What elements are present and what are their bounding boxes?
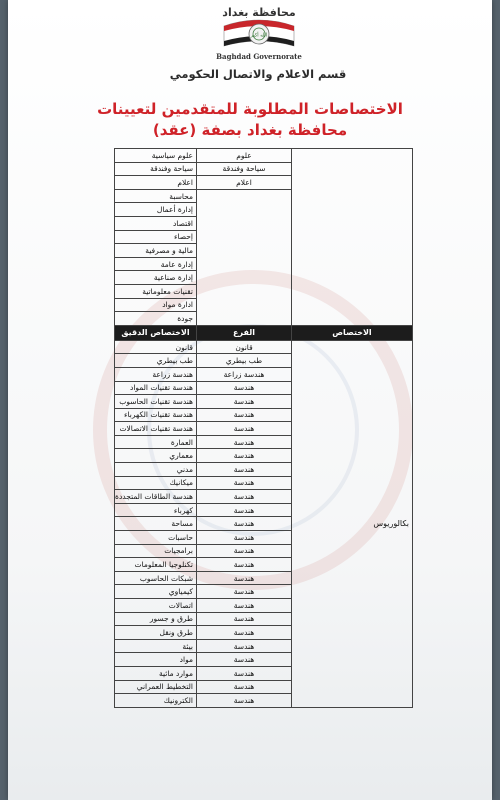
table-header-row <box>115 325 413 340</box>
specific-cell: إدارة صناعية <box>115 271 197 285</box>
branch-cell-empty <box>197 189 292 325</box>
table-row <box>115 149 413 163</box>
specific-cell: إدارة أعمال <box>115 203 197 217</box>
specializations-table <box>114 148 413 708</box>
branch-cell: هندسة <box>197 599 292 613</box>
specific-cell: طرق و جسور <box>115 612 197 626</box>
table-row <box>115 340 413 354</box>
header-specific: الاختصاص الدقيق <box>115 325 197 340</box>
specific-cell: سياحة وفندقة <box>115 162 197 176</box>
specific-cell: شبكات الحاسوب <box>115 571 197 585</box>
specific-cell: هندسة تقنيات الاتصالات <box>115 422 197 436</box>
specific-cell: كهرباء <box>115 503 197 517</box>
branch-cell: هندسة <box>197 666 292 680</box>
branch-cell: هندسة <box>197 694 292 708</box>
specific-cell: برامجيات <box>115 544 197 558</box>
specific-cell: مساحة <box>115 517 197 531</box>
specific-cell: طرق ونقل <box>115 626 197 640</box>
specific-cell: علوم سياسية <box>115 149 197 163</box>
branch-cell: هندسة <box>197 585 292 599</box>
branch-cell: هندسة <box>197 490 292 504</box>
specific-cell: هندسة تقنيات الكهرباء <box>115 408 197 422</box>
logo-top-text: محافظة بغداد <box>222 6 296 19</box>
branch-cell: طب بيطري <box>197 354 292 368</box>
specific-cell: كيمياوي <box>115 585 197 599</box>
table-body <box>115 149 413 708</box>
specialization-cell-top <box>292 149 413 326</box>
specific-cell: التخطيط العمراني <box>115 680 197 694</box>
specific-cell: مدني <box>115 463 197 477</box>
logo-badge-text: الله أكبر <box>250 32 268 39</box>
page-title-line-1: الاختصاصات المطلوبة للمتقدمين لتعيينات <box>97 100 403 118</box>
specific-cell: العمارة <box>115 435 197 449</box>
header-branch: الفرع <box>197 325 292 340</box>
specific-cell: تقنيات معلوماتية <box>115 284 197 298</box>
header-specialization: الاختصاص <box>292 325 413 340</box>
specific-cell: جودة <box>115 312 197 326</box>
page-title-line-2: محافظة بغداد بصفة (عقد) <box>152 121 348 139</box>
branch-cell: هندسة <box>197 680 292 694</box>
branch-cell: هندسة <box>197 463 292 477</box>
branch-cell: علوم <box>197 149 292 163</box>
branch-cell: هندسة <box>197 422 292 436</box>
specific-cell: معماري <box>115 449 197 463</box>
branch-cell: قانون <box>197 340 292 354</box>
specific-cell: الكترونيك <box>115 694 197 708</box>
document-page <box>8 0 492 800</box>
specific-cell: موارد مائية <box>115 666 197 680</box>
specific-cell: ميكانيك <box>115 476 197 490</box>
branch-cell: هندسة <box>197 531 292 545</box>
flag-seal-icon <box>218 16 300 50</box>
branch-cell: هندسة <box>197 544 292 558</box>
branch-cell: سياحة وفندقة <box>197 162 292 176</box>
specialization-cell: بكالوريوس <box>292 340 413 707</box>
branch-cell: هندسة <box>197 381 292 395</box>
specific-cell: اقتصاد <box>115 216 197 230</box>
specific-cell: مالية و مصرفية <box>115 244 197 258</box>
specific-cell: محاسبة <box>115 189 197 203</box>
branch-cell: هندسة <box>197 517 292 531</box>
branch-cell: اعلام <box>197 176 292 190</box>
specific-cell: بيئة <box>115 639 197 653</box>
specific-cell: اعلام <box>115 176 197 190</box>
branch-cell: هندسة <box>197 571 292 585</box>
branch-cell: هندسة <box>197 435 292 449</box>
specific-cell: تكنلوجيا المعلومات <box>115 558 197 572</box>
specific-cell: حاسبات <box>115 531 197 545</box>
specific-cell: هندسة زراعة <box>115 367 197 381</box>
specific-cell: إحصاء <box>115 230 197 244</box>
specific-cell: مواد <box>115 653 197 667</box>
branch-cell: هندسة <box>197 558 292 572</box>
specific-cell: اتصالات <box>115 599 197 613</box>
governorate-logo <box>204 6 314 66</box>
branch-cell: هندسة <box>197 653 292 667</box>
branch-cell: هندسة زراعة <box>197 367 292 381</box>
branch-cell: هندسة <box>197 626 292 640</box>
branch-cell: هندسة <box>197 395 292 409</box>
specific-cell: هندسة تقنيات الحاسوب <box>115 395 197 409</box>
specific-cell: طب بيطري <box>115 354 197 368</box>
specific-cell: ادارة مواد <box>115 298 197 312</box>
branch-cell: هندسة <box>197 612 292 626</box>
logo-subtitle: Baghdad Governorate <box>216 52 302 61</box>
branch-cell: هندسة <box>197 476 292 490</box>
department-title: قسم الاعلام والاتصال الحكومي <box>169 67 347 81</box>
specific-cell: هندسة الطاقات المتجددة <box>115 490 197 504</box>
specific-cell: قانون <box>115 340 197 354</box>
branch-cell: هندسة <box>197 449 292 463</box>
branch-cell: هندسة <box>197 408 292 422</box>
branch-cell: هندسة <box>197 503 292 517</box>
specific-cell: إدارة عامة <box>115 257 197 271</box>
specific-cell: هندسة تقنيات المواد <box>115 381 197 395</box>
branch-cell: هندسة <box>197 639 292 653</box>
